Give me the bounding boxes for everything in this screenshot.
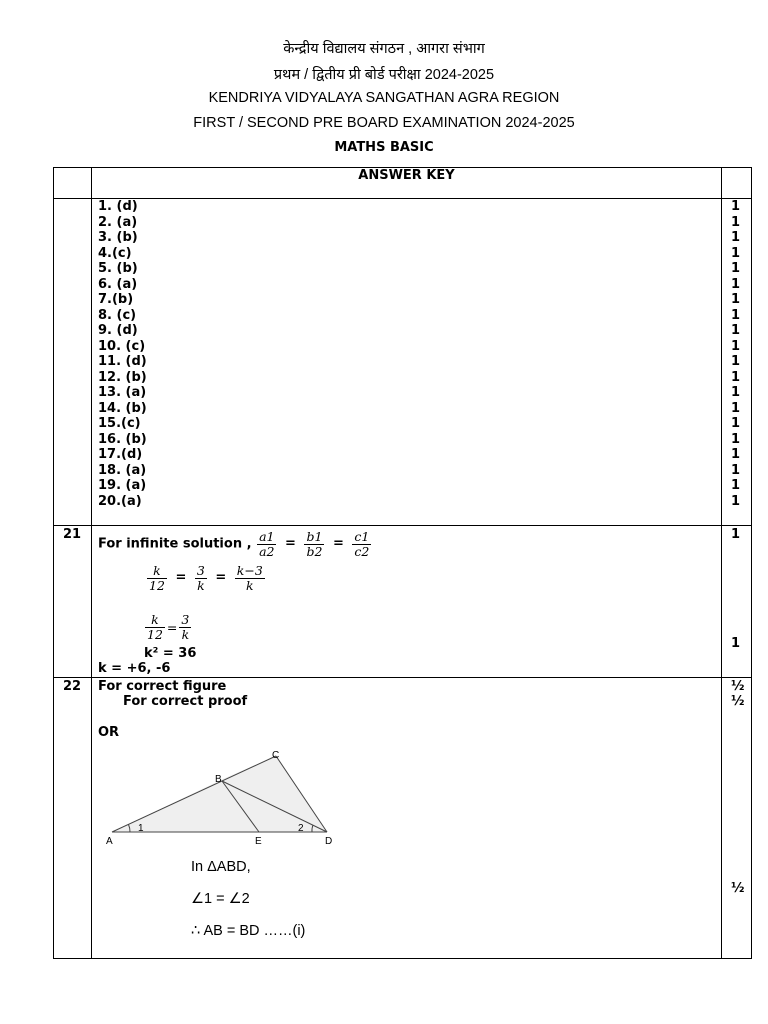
frac-num: c1 — [354, 528, 370, 544]
mcq-answer: 16. (b) — [98, 431, 147, 447]
mcq-mark: 1 — [731, 199, 741, 214]
header-hindi-line2 — [0, 64, 768, 84]
frac-num: 3 — [181, 612, 190, 627]
q22-mark-3: ½ — [731, 881, 745, 896]
fraction-k-12 — [145, 613, 165, 642]
header-exam: FIRST / SECOND PRE BOARD EXAMINATION 2024-2025 — [193, 115, 575, 131]
mcq-mark: 1 — [731, 416, 741, 431]
header-org: KENDRIYA VIDYALAYA SANGATHAN AGRA REGION — [208, 90, 560, 106]
label-angle-2: 2 — [298, 823, 304, 834]
fraction-c1-c2 — [352, 530, 371, 559]
mcq-answer: 11. (d) — [98, 354, 147, 369]
mcq-answer: 9. (d) — [98, 323, 138, 338]
fraction-k-minus-3-k — [235, 564, 265, 593]
q22-mark-2: ½ — [731, 694, 745, 709]
mcq-answer: 6. (a) — [98, 276, 138, 292]
mcq-mark: 1 — [731, 369, 741, 385]
label-C: C — [272, 750, 280, 761]
q22-line-proof: For correct proof — [123, 694, 248, 709]
mcq-mark: 1 — [731, 431, 741, 447]
triangle-figure — [100, 745, 350, 850]
frac-num: k — [145, 613, 165, 628]
equals-sign: = — [215, 570, 227, 585]
answer-key-title: ANSWER KEY — [358, 168, 455, 183]
mcq-mark: 1 — [731, 385, 741, 400]
q22-proof-line-3: ∴ AB = BD ……(i) — [191, 923, 306, 939]
q22-proof-line-2: ∠1 = ∠2 — [191, 891, 250, 907]
frac-num: 3 — [196, 562, 205, 578]
subject-title: MATHS BASIC — [334, 140, 434, 155]
mcq-mark: 1 — [731, 400, 741, 416]
label-D: D — [325, 836, 333, 847]
mcq-mark: 1 — [731, 354, 741, 369]
q22-line-figure: For correct figure — [98, 679, 227, 694]
mcq-answer: 8. (c) — [98, 307, 137, 323]
equals-sign: = — [175, 570, 187, 585]
q21-mark-2: 1 — [731, 636, 741, 651]
q22-mark-1: ½ — [731, 679, 745, 694]
mcq-answer: 14. (b) — [98, 400, 147, 416]
mcq-marks-list — [731, 199, 740, 509]
mcq-answer: 10. (c) — [98, 338, 146, 354]
header-hindi-line2-year: 2024-2025 — [424, 67, 495, 83]
row-divider-q21 — [53, 677, 752, 678]
mcq-mark: 1 — [731, 307, 741, 323]
label-B: B — [215, 774, 222, 785]
mcq-answer: 15.(c) — [98, 416, 141, 431]
mcq-answer: 7.(b) — [98, 292, 134, 307]
mcq-mark: 1 — [731, 338, 741, 354]
mcq-mark: 1 — [731, 245, 741, 261]
label-A: A — [106, 836, 113, 847]
equals-sign: = — [285, 536, 296, 551]
q21-step-2 — [144, 612, 192, 644]
equals-sign-plain: = — [166, 619, 178, 635]
q21-step-1 — [146, 562, 266, 595]
frac-num: b1 — [306, 528, 323, 544]
q21-ratio-condition — [98, 528, 372, 561]
frac-den: k — [197, 577, 205, 593]
mcq-answer-list — [98, 199, 147, 509]
header-hindi-line1: केन्द्रीय विद्यालय संगठन , आगरा संभाग — [283, 41, 485, 57]
fraction-a1-a2 — [257, 530, 276, 559]
mcq-mark: 1 — [731, 230, 741, 245]
label-angle-1: 1 — [138, 823, 144, 834]
row-divider-mcq — [53, 525, 752, 526]
frac-num: k−3 — [236, 562, 263, 578]
column-divider-left — [91, 167, 92, 959]
frac-den: b2 — [306, 543, 323, 559]
mcq-answer: 19. (a) — [98, 478, 147, 493]
mcq-answer: 4.(c) — [98, 245, 132, 261]
question-number-21: 21 — [63, 527, 82, 542]
mcq-mark: 1 — [731, 478, 741, 493]
header-hindi-line2-text: प्रथम / द्वितीय प्री बोर्ड परीक्षा — [273, 67, 421, 83]
column-divider-right — [721, 167, 722, 959]
fraction-b1-b2 — [304, 530, 324, 559]
mcq-answer: 3. (b) — [98, 230, 138, 245]
mcq-answer: 18. (a) — [98, 462, 147, 478]
mcq-answer: 17.(d) — [98, 447, 143, 462]
q22-proof-line-1: In ΔABD, — [191, 859, 251, 875]
frac-den: 12 — [147, 627, 163, 642]
equals-sign: = — [332, 536, 344, 551]
frac-den: k — [246, 577, 254, 593]
q21-k-value: k = +6, -6 — [98, 661, 171, 676]
mcq-answer: 2. (a) — [98, 214, 138, 230]
label-E: E — [255, 836, 262, 847]
frac-num: k — [147, 564, 167, 579]
mcq-answer: 5. (b) — [98, 261, 138, 276]
frac-den: k — [181, 627, 190, 642]
fraction-3-k — [195, 564, 207, 593]
mcq-answer: 12. (b) — [98, 369, 147, 385]
mcq-answer: 20.(a) — [98, 493, 142, 509]
q21-mark-1: 1 — [731, 527, 741, 542]
q22-or: OR — [98, 725, 120, 740]
figure-shading — [112, 756, 327, 832]
row-divider-title — [53, 198, 752, 199]
mcq-mark: 1 — [731, 447, 741, 462]
mcq-mark: 1 — [731, 462, 741, 478]
mcq-mark: 1 — [731, 493, 741, 509]
frac-den: 12 — [149, 577, 165, 593]
fraction-k-12 — [147, 564, 167, 593]
frac-den: a2 — [259, 543, 275, 559]
mcq-answer: 13. (a) — [98, 385, 147, 400]
mcq-mark: 1 — [731, 323, 741, 338]
mcq-mark: 1 — [731, 276, 741, 292]
mcq-mark: 1 — [731, 292, 741, 307]
q21-k-squared: k² = 36 — [144, 646, 197, 661]
mcq-answer: 1. (d) — [98, 199, 138, 214]
frac-den: c2 — [354, 543, 370, 559]
question-number-22: 22 — [63, 679, 82, 694]
frac-num: a1 — [259, 528, 275, 544]
fraction-3-k — [179, 613, 191, 642]
mcq-mark: 1 — [731, 214, 741, 230]
q21-intro: For infinite solution , — [98, 536, 252, 552]
mcq-mark: 1 — [731, 261, 741, 276]
